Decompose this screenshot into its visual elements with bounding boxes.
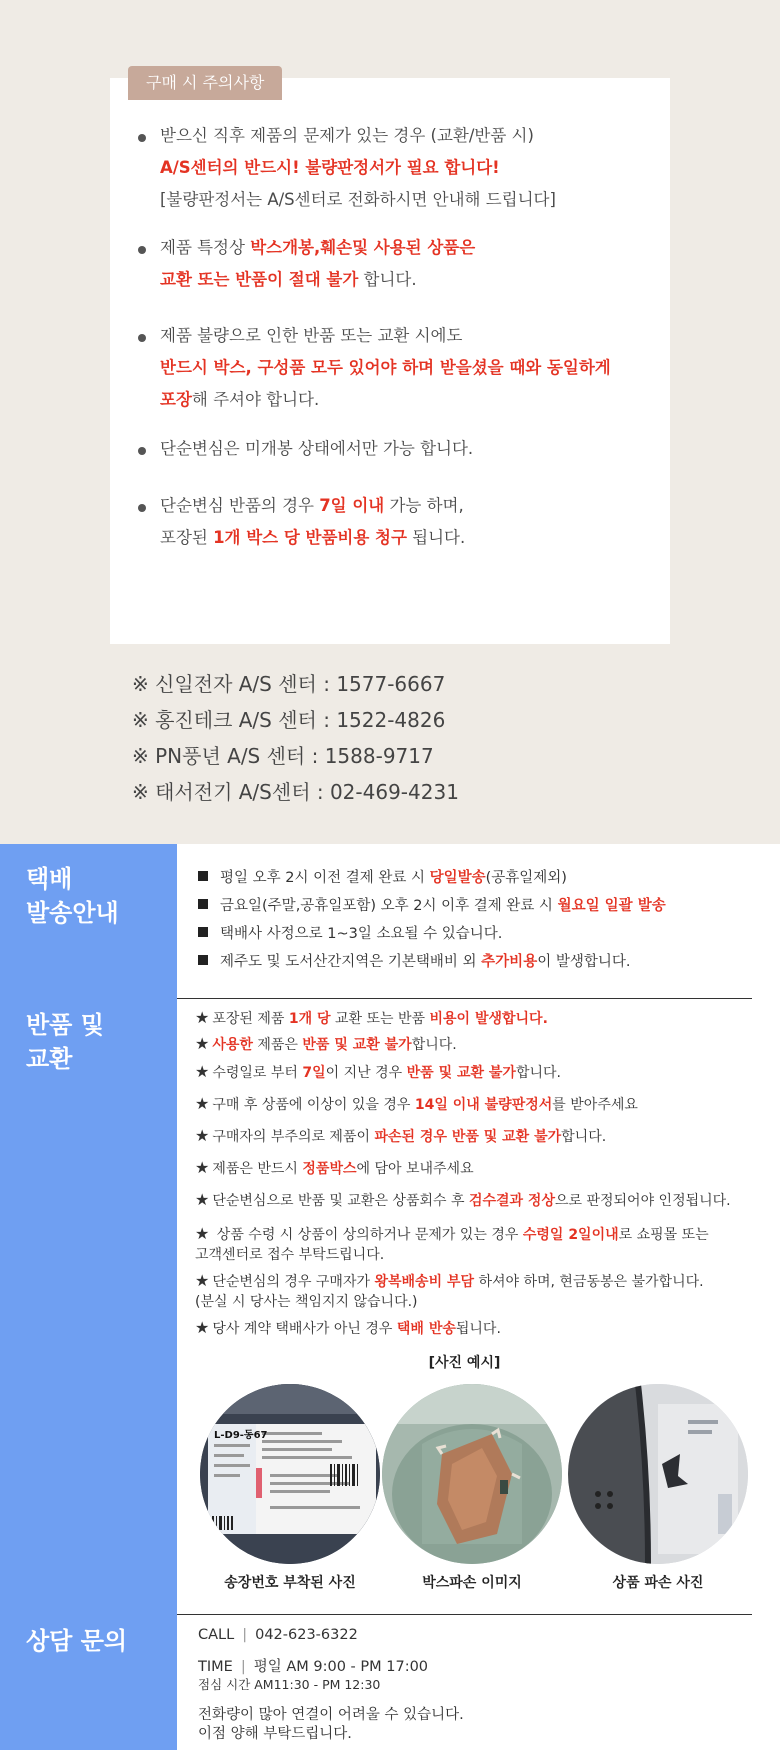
highlight-text: 14일 이내 불량판정서 [414, 1097, 553, 1113]
text-segment: 이 지난 경우 [325, 1065, 407, 1081]
text-segment: 제주도 및 도서산간지역은 기본택배비 외 [220, 954, 482, 970]
star-icon: ★ [195, 1008, 210, 1027]
text-segment: 금요일(주말,공휴일포함) 오후 2시 이후 결제 완료 시 [220, 898, 558, 914]
text-segment: 됩니다. [406, 528, 466, 547]
return-policy-item [195, 1190, 731, 1211]
highlight-text: 당일발송 [429, 870, 486, 886]
star-icon: ★ [195, 1094, 210, 1113]
contact-title: 상담 문의 [26, 1627, 128, 1655]
shipping-item [198, 950, 630, 971]
text-segment: 포장된 [160, 528, 214, 547]
notice-section [0, 0, 780, 844]
shipping-item [198, 922, 502, 943]
text-segment: 구매자의 부주의로 제품이 [212, 1129, 375, 1145]
return-policy-item [195, 1318, 501, 1339]
return-policy-line [195, 1062, 561, 1083]
text-segment: 됩니다. [455, 1321, 501, 1337]
bullet-dot-icon [138, 334, 146, 342]
notice-line [138, 522, 465, 554]
return-policy-line [195, 1008, 548, 1029]
square-bullet-icon [198, 927, 208, 937]
notice-tab: 구매 시 주의사항 [128, 66, 282, 100]
text-segment: 합니다. [411, 1037, 457, 1053]
call-label: CALL [198, 1627, 235, 1643]
star-icon: ★ [195, 1318, 210, 1337]
text-segment: 받으신 직후 제품의 문제가 있는 경우 (교환/반품 시) [160, 126, 534, 145]
text-segment: 제품은 [252, 1037, 303, 1053]
highlight-text: 1개 박스 당 반품비용 청구 [213, 528, 407, 547]
shipping-title: 택배 발송안내 [26, 865, 119, 927]
as-center-pn: ※ PN풍년 A/S 센터 : 1588-9717 [132, 744, 434, 768]
text-segment: (분실 시 당사는 책임지지 않습니다.) [195, 1294, 418, 1310]
text-segment: 상품 수령 시 상품이 상의하거나 문제가 있는 경우 [212, 1227, 523, 1243]
text-segment: 가능 하며, [384, 496, 464, 515]
shipping-item [198, 894, 666, 915]
text-segment: 고객센터로 접수 부탁드립니다. [195, 1247, 385, 1263]
returns-title: 반품 및 교환 [26, 1011, 104, 1073]
highlight-text: 7일 [302, 1065, 326, 1081]
text-segment: 합니다. [358, 270, 417, 289]
return-policy-item [195, 1126, 606, 1147]
notice-line [138, 184, 556, 216]
text-segment: 에 담아 보내주세요 [356, 1161, 474, 1177]
highlight-text: 비용이 발생합니다. [429, 1011, 548, 1027]
text-segment: 단순변심으로 반품 및 교환은 상품회수 후 [212, 1193, 469, 1209]
star-icon: ★ [195, 1126, 210, 1145]
square-bullet-icon [198, 899, 208, 909]
return-policy-item [195, 1271, 704, 1312]
highlight-text: 박스개봉,훼손및 사용된 상품은 [250, 238, 476, 257]
return-policy-item [195, 1034, 457, 1055]
photo-heading: [사진 예시] [428, 1355, 501, 1371]
text-segment: 단순변심의 경우 구매자가 [212, 1274, 375, 1290]
contact-note-2: 이점 양해 부탁드립니다. [198, 1726, 352, 1742]
highlight-text: 불량판정서가 필요 합니다! [299, 158, 500, 177]
box-damage-photo [382, 1384, 562, 1564]
product-damage-photo [568, 1384, 748, 1564]
photo-caption-invoice: 송장번호 부착된 사진 [224, 1575, 356, 1591]
as-center-taeseo: ※ 태서전기 A/S센터 : 02-469-4231 [132, 780, 459, 804]
return-policy-item [195, 1094, 638, 1115]
return-policy-item [195, 1224, 709, 1265]
text-segment: 교환 또는 반품 [330, 1011, 430, 1027]
notice-line [138, 490, 465, 522]
notice-line [138, 320, 611, 352]
divider [177, 1614, 752, 1615]
return-policy-item [195, 1158, 474, 1179]
return-policy-line [195, 1292, 704, 1312]
bullet-dot-icon [138, 447, 146, 455]
bullet-dot-icon [138, 504, 146, 512]
text-segment: 평일 오후 2시 이전 결제 완료 시 [220, 870, 430, 886]
photo-caption-product: 상품 파손 사진 [612, 1575, 704, 1591]
invoice-photo [200, 1384, 380, 1564]
star-icon: ★ [195, 1158, 210, 1177]
as-center-hongjin: ※ 홍진테크 A/S 센터 : 1522-4826 [132, 708, 446, 732]
return-policy-line [195, 1158, 474, 1179]
highlight-text: 월요일 일괄 발송 [557, 898, 666, 914]
highlight-text: 왕복배송비 부담 [374, 1274, 475, 1290]
notice-line [138, 152, 556, 184]
return-policy-line [195, 1094, 638, 1115]
contact-call: CALL | 042-623-6322 [198, 1627, 358, 1643]
text-segment: (공휴일제외) [485, 870, 567, 886]
return-policy-item [195, 1062, 561, 1083]
highlight-text: 수령일 2일이내 [522, 1227, 619, 1243]
time-label: TIME [198, 1659, 233, 1675]
highlight-text: 7일 이내 [319, 496, 385, 515]
return-policy-line [195, 1034, 457, 1055]
star-icon: ★ [195, 1224, 210, 1243]
star-icon: ★ [195, 1190, 210, 1209]
text-segment: 하셔야 하며, 현금동봉은 불가합니다. [474, 1274, 704, 1290]
section-sidebar [0, 844, 177, 1750]
bullet-dot-icon [138, 134, 146, 142]
notice-line [138, 352, 611, 384]
notice-bullet [138, 120, 556, 216]
text-segment: 해 주셔야 합니다. [191, 390, 320, 409]
text-segment: 제품 특정상 [160, 238, 251, 257]
lunch-time: 점심 시간 AM11:30 - PM 12:30 [198, 1677, 381, 1692]
text-segment: 를 받아주세요 [552, 1097, 638, 1113]
text-segment: 이 발생합니다. [537, 954, 631, 970]
star-icon: ★ [195, 1062, 210, 1081]
notice-line [138, 120, 556, 152]
highlight-text: 택배 반송 [396, 1321, 456, 1337]
bullet-dot-icon [138, 246, 146, 254]
call-number[interactable]: 042-623-6322 [255, 1627, 358, 1643]
highlight-text: 반품 및 교환 불가 [302, 1037, 412, 1053]
highlight-text: 파손된 경우 반품 및 교환 불가 [374, 1129, 562, 1145]
return-policy-line [195, 1318, 501, 1339]
return-policy-line [195, 1245, 709, 1265]
highlight-text: 1개 당 [288, 1011, 331, 1027]
text-segment: 합니다. [515, 1065, 561, 1081]
return-policy-line [195, 1224, 709, 1245]
notice-line [138, 433, 473, 465]
highlight-text: 정품박스 [302, 1161, 357, 1177]
contact-note-1: 전화량이 많아 연결이 어려울 수 있습니다. [198, 1707, 464, 1723]
highlight-text: 교환 또는 반품이 절대 불가 [160, 270, 359, 289]
contact-time: TIME | 평일 AM 9:00 - PM 17:00 [198, 1659, 429, 1675]
highlight-text: 반품 및 교환 불가 [406, 1065, 516, 1081]
highlight-text: 반드시 박스, 구성품 모두 있어야 하며 받을셨을 때와 동일하게 [160, 358, 611, 377]
highlight-text: 포장 [160, 390, 192, 409]
text-segment: 합니다. [561, 1129, 607, 1145]
text-segment: 제품 불량으로 인한 반품 또는 교환 시에도 [160, 326, 463, 345]
square-bullet-icon [198, 955, 208, 965]
notice-bullet [138, 320, 611, 416]
as-center-shinil: ※ 신일전자 A/S 센터 : 1577-6667 [132, 672, 446, 696]
return-policy-line [195, 1190, 731, 1211]
notice-line [138, 232, 475, 264]
notice-bullet [138, 433, 473, 465]
return-policy-item [195, 1008, 548, 1029]
text-segment: 당사 계약 택배사가 아닌 경우 [212, 1321, 397, 1337]
text-segment: 제품은 반드시 [212, 1161, 303, 1177]
photo-caption-box: 박스파손 이미지 [422, 1575, 522, 1591]
highlight-text: 반드시! [244, 158, 300, 177]
highlight-text: 검수결과 정상 [468, 1193, 555, 1209]
text-segment: 포장된 제품 [212, 1011, 289, 1027]
highlight-text: A/S센터의 [160, 158, 245, 177]
notice-bullet [138, 232, 475, 296]
text-segment: 택배사 사정으로 1~3일 소요될 수 있습니다. [220, 926, 503, 942]
text-segment: 단순변심은 미개봉 상태에서만 가능 합니다. [160, 439, 474, 458]
star-icon: ★ [195, 1034, 210, 1053]
shipping-item [198, 866, 567, 887]
text-segment: [불량판정서는 A/S센터로 전화하시면 안내해 드립니다] [160, 190, 556, 209]
text-segment: 로 쇼핑몰 또는 [618, 1227, 709, 1243]
square-bullet-icon [198, 871, 208, 881]
time-value: 평일 AM 9:00 - PM 17:00 [253, 1659, 429, 1675]
notice-bullet [138, 490, 465, 554]
text-segment: 수령일로 부터 [212, 1065, 303, 1081]
text-segment: 구매 후 상품에 이상이 있을 경우 [212, 1097, 415, 1113]
invoice-label-text: L-D9-동67 [214, 1430, 268, 1441]
notice-line [138, 384, 611, 416]
text-segment: 단순변심 반품의 경우 [160, 496, 320, 515]
star-icon: ★ [195, 1271, 210, 1290]
notice-line [138, 264, 475, 296]
return-policy-line [195, 1271, 704, 1292]
return-policy-line [195, 1126, 606, 1147]
highlight-text: 추가비용 [481, 954, 538, 970]
divider [177, 998, 752, 999]
text-segment: 으로 판정되어야 인정됩니다. [554, 1193, 731, 1209]
highlight-text: 사용한 [212, 1037, 253, 1053]
